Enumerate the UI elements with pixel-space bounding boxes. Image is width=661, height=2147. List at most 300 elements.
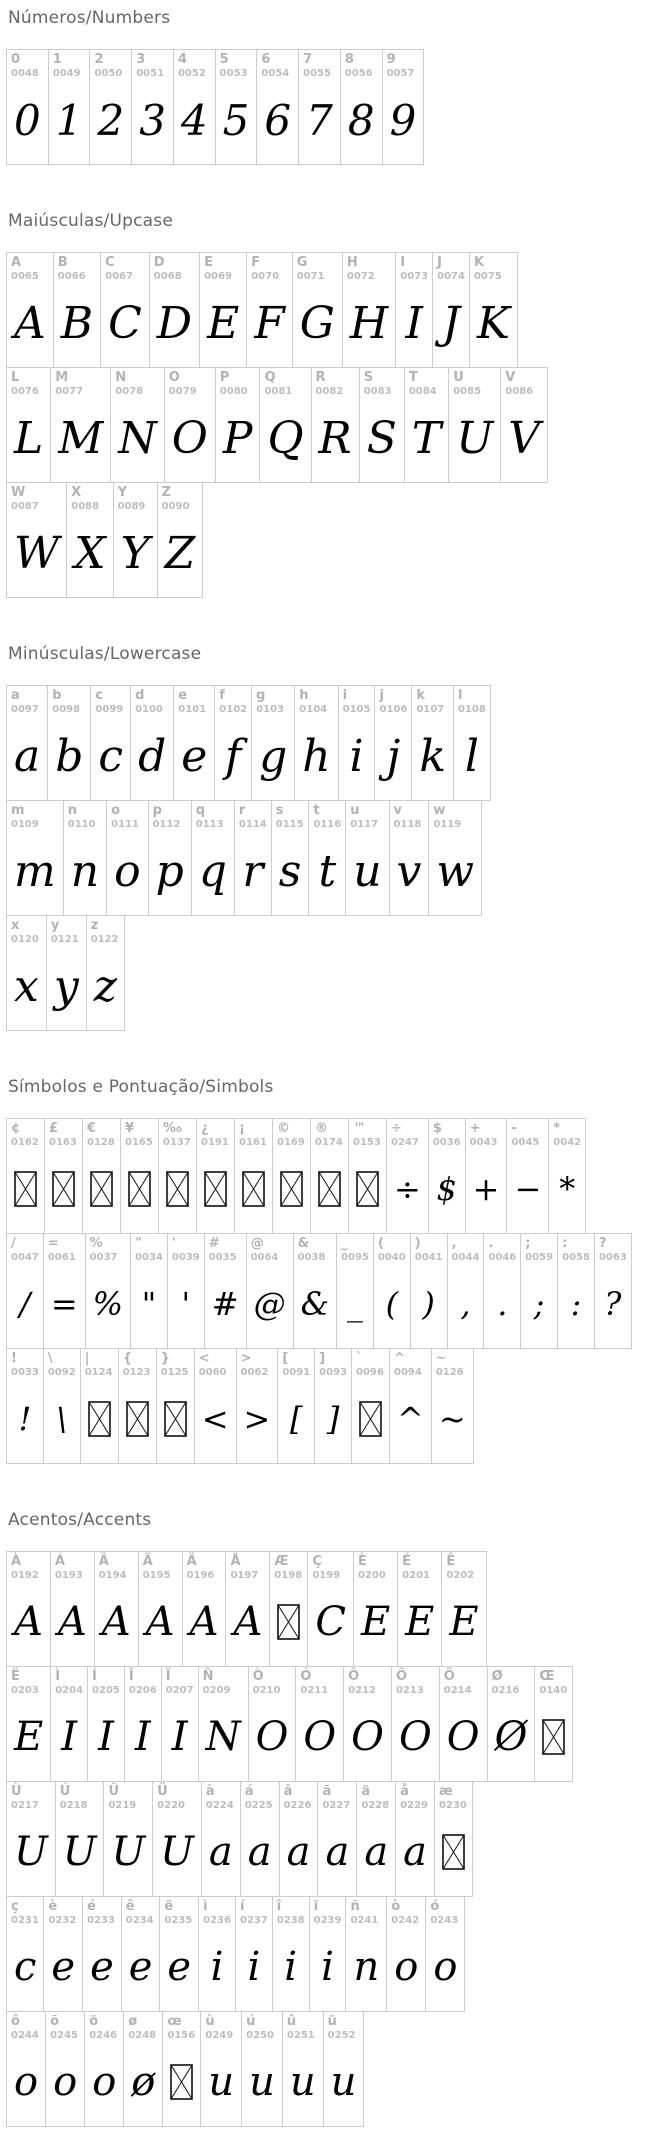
cell-code-label: 0123 [122,1367,151,1378]
cell-code-label: 0252 [327,2030,356,2041]
cell-code-label: 0249 [205,2030,234,2041]
char-cell-0067 [100,252,150,368]
cell-glyph: o [92,2059,117,2105]
cell-code-label: 0104 [299,704,328,715]
cell-code-label: 0053 [219,68,248,79]
cell-glyph: 7 [306,95,333,145]
cell-code-label: 0242 [391,1915,420,1926]
char-cell-0098 [47,685,91,801]
cell-glyph: 5 [222,95,250,145]
cell-code-label: 0098 [52,704,81,715]
cell-code-label: 0105 [342,704,371,715]
cell-char-label: Ú [59,1784,71,1799]
cell-char-label: A [11,255,22,270]
cell-code-label: 0072 [346,271,375,282]
cell-glyph: d [138,730,167,782]
cell-code-label: 0239 [313,1915,342,1926]
cell-glyph: S [366,412,397,464]
cell-code-label: 0230 [439,1800,467,1811]
cell-glyph: A [14,1599,43,1645]
char-cell-0213 [391,1666,440,1782]
char-cell-0246 [84,2011,124,2127]
cell-char-label: œ [167,2014,182,2029]
cell-code-label: 0234 [125,1915,154,1926]
char-cell-0114 [234,800,272,916]
cell-char-label: à [205,1784,215,1799]
char-cell-0137 [158,1118,197,1234]
cell-char-label: Ù [11,1784,22,1799]
cell-code-label: 0058 [562,1252,590,1263]
cell-glyph: P [222,412,253,464]
cell-glyph: v [396,845,422,897]
cell-code-label: 0078 [115,386,144,397]
char-cell-0037 [85,1233,131,1349]
cell-code-label: 0045 [511,1137,540,1148]
cell-glyph: > [243,1400,271,1438]
cell-glyph: j [386,730,401,782]
char-cell-0110 [63,800,107,916]
cell-code-label: 0049 [52,68,81,79]
cell-glyph: ~ [438,1400,466,1438]
char-cell-0115 [271,800,310,916]
cell-char-label: â [283,1784,293,1799]
cell-char-label: P [219,370,230,385]
char-row [6,252,653,368]
cell-code-label: 0087 [11,501,39,512]
cell-glyph: h [302,730,331,782]
char-row [6,1233,653,1349]
cell-char-label: N [115,370,127,385]
cell-glyph: l [464,730,479,782]
cell-glyph: z [93,960,117,1012]
cell-glyph: a [14,730,41,782]
section-upcase [6,252,653,598]
section-title-lowercase: Minúsculas/Lowercase [8,644,202,664]
cell-glyph: R [318,412,352,464]
cell-char-label: Õ [395,1669,408,1684]
cell-char-label: ï [313,1899,319,1914]
char-cell-0247 [386,1118,429,1234]
cell-code-label: 0043 [469,1137,498,1148]
char-cell-0061 [43,1233,86,1349]
char-cell-0035 [204,1233,247,1349]
cell-char-label: V [505,370,516,385]
cell-code-label: 0199 [312,1570,341,1581]
cell-char-label: Ê [446,1554,456,1569]
cell-char-label: Y [117,485,127,500]
cell-char-label: $ [432,1121,442,1136]
cell-code-label: 0042 [553,1137,582,1148]
cell-code-label: 0241 [350,1915,379,1926]
cell-glyph: , [460,1285,471,1323]
cell-char-label: f [219,688,225,703]
char-cell-0203 [6,1666,51,1782]
cell-code-label: 0083 [363,386,392,397]
char-cell-0076 [6,367,51,483]
cell-char-label: À [11,1554,22,1569]
char-cell-0236 [198,1896,236,2012]
notdef-box-icon [14,1171,37,1207]
char-cell-0241 [345,1896,387,2012]
cell-code-label: 0079 [168,386,197,397]
cell-code-label: 0073 [400,271,429,282]
cell-glyph: o [14,2059,39,2105]
char-cell-0068 [149,252,200,368]
cell-char-label: r [238,803,246,818]
char-cell-0220 [152,1781,202,1897]
char-cell-0199 [307,1551,354,1667]
cell-glyph: c [98,730,124,782]
cell-glyph: D [156,297,193,349]
char-cell-0174 [310,1118,349,1234]
cell-glyph: i [247,1944,261,1990]
char-cell-0087 [6,482,67,598]
cell-char-label: 9 [386,52,396,67]
cell-char-label: Æ [274,1554,289,1569]
notdef-box-icon [90,1171,113,1207]
char-cell-0202 [441,1551,486,1667]
char-cell-0093 [314,1348,352,1464]
cell-glyph: O [398,1714,432,1760]
cell-char-label: n [67,803,77,818]
cell-char-label: / [11,1236,16,1251]
cell-char-label: a [11,688,20,703]
cell-glyph: Z [164,527,196,579]
cell-char-label: m [11,803,25,818]
section-title-symbols: Símbolos e Pontuação/Simbols [8,1077,274,1097]
cell-char-label: ê [125,1899,135,1914]
cell-char-label: @ [250,1236,264,1251]
cell-glyph: O [171,412,208,464]
cell-char-label: ñ [350,1899,360,1914]
cell-glyph: r [242,845,264,897]
cell-glyph: " [141,1285,157,1323]
cell-char-label: î [276,1899,282,1914]
cell-glyph: n [70,845,100,897]
cell-char-label: e [178,688,188,703]
cell-code-label: 0248 [128,2030,157,2041]
cell-glyph: < [201,1400,229,1438]
char-cell-0057 [382,49,425,165]
cell-char-label: p [152,803,162,818]
char-cell-0205 [87,1666,125,1782]
cell-char-label: ø [128,2014,138,2029]
cell-code-label: 0081 [264,386,293,397]
char-cell-0244 [6,2011,46,2127]
cell-code-label: 0204 [55,1685,84,1696]
cell-code-label: 0075 [473,271,502,282]
notdef-glyph-icon [49,1150,78,1228]
char-cell-0195 [138,1551,183,1667]
char-cell-0066 [53,252,101,368]
char-cell-0214 [439,1666,488,1782]
char-row [6,1781,653,1897]
cell-code-label: 0063 [598,1252,627,1263]
cell-char-label: B [57,255,68,270]
char-cell-0085 [448,367,501,483]
char-cell-0091 [277,1348,315,1464]
cell-glyph: Q [267,412,304,464]
cell-code-label: 0161 [239,1137,267,1148]
cell-code-label: 0153 [353,1137,381,1148]
notdef-box-icon [277,1604,300,1640]
cell-glyph: E [360,1599,391,1645]
cell-char-label: q [195,803,206,818]
cell-code-label: 0218 [59,1800,88,1811]
cell-code-label: 0163 [49,1137,77,1148]
cell-glyph: 6 [264,95,292,145]
char-cell-0250 [241,2011,283,2127]
cell-glyph: O [255,1714,289,1760]
cell-code-label: 0071 [296,271,325,282]
cell-code-label: 0174 [315,1137,343,1148]
notdef-box-icon [359,1401,382,1437]
cell-char-label: Ö [443,1669,455,1684]
char-row [6,1118,653,1234]
char-cell-0169 [272,1118,311,1234]
char-cell-0193 [50,1551,95,1667]
cell-code-label: 0090 [161,501,190,512]
char-cell-0105 [338,685,376,801]
cell-code-label: 0194 [98,1570,127,1581]
cell-code-label: 0033 [11,1367,39,1378]
cell-code-label: 0055 [303,68,331,79]
cell-char-label: I [400,255,406,270]
cell-char-label: © [277,1121,290,1136]
cell-code-label: 0243 [430,1915,459,1926]
cell-code-label: 0037 [89,1252,118,1263]
cell-code-label: 0120 [11,934,39,945]
cell-char-label: ã [322,1784,332,1799]
char-row [6,2011,653,2127]
cell-char-label: É [402,1554,412,1569]
cell-code-label: 0056 [344,68,373,79]
cell-char-label: å [400,1784,409,1799]
char-cell-0077 [50,367,111,483]
cell-glyph: ÷ [394,1170,421,1208]
cell-glyph: 1 [55,95,83,145]
cell-char-label: J [437,255,442,270]
char-cell-0119 [428,800,482,916]
cell-code-label: 0203 [11,1685,39,1696]
cell-code-label: 0251 [286,2030,315,2041]
char-cell-0054 [256,49,299,165]
cell-glyph: f [225,730,242,782]
char-cell-0227 [317,1781,357,1897]
cell-code-label: 0050 [94,68,123,79]
cell-code-label: 0092 [47,1367,76,1378]
cell-char-label: * [553,1121,561,1136]
cell-glyph: a [325,1829,350,1875]
char-cell-0084 [404,367,449,483]
cell-code-label: 0038 [297,1252,326,1263]
cell-glyph: I [134,1714,151,1760]
cell-char-label: Ø [491,1669,503,1684]
char-cell-0248 [123,2011,163,2127]
cell-char-label: Q [264,370,276,385]
cell-char-label: u [350,803,360,818]
cell-char-label: ä [361,1784,371,1799]
cell-glyph: ^ [397,1400,424,1438]
cell-glyph: U [14,1829,48,1875]
char-cell-0122 [86,915,125,1031]
cell-code-label: 0247 [391,1137,419,1148]
char-cell-0040 [373,1233,411,1349]
cell-code-label: 0084 [408,386,437,397]
cell-code-label: 0070 [251,271,280,282]
cell-char-label: L [11,370,20,385]
cell-code-label: 0217 [11,1800,39,1811]
char-cell-0058 [557,1233,595,1349]
cell-glyph: X [74,527,106,579]
char-cell-0229 [395,1781,435,1897]
cell-glyph: U [111,1829,146,1875]
cell-glyph: t [318,845,337,897]
char-cell-0064 [246,1233,294,1349]
char-cell-0104 [294,685,338,801]
cell-code-label: 0040 [377,1252,406,1263]
cell-code-label: 0211 [300,1685,329,1696]
char-cell-0126 [431,1348,474,1464]
cell-char-label: ú [246,2014,256,2029]
cell-code-label: 0041 [414,1252,443,1263]
cell-code-label: 0034 [135,1252,163,1263]
cell-char-label: > [240,1351,252,1366]
cell-code-label: 0191 [201,1137,229,1148]
notdef-box-icon [52,1171,75,1207]
cell-glyph: B [60,297,94,349]
char-cell-0140 [534,1666,573,1782]
cell-char-label: Ì [55,1669,61,1684]
char-cell-0070 [246,252,293,368]
cell-code-label: 0245 [50,2030,78,2041]
cell-code-label: 0119 [433,819,462,830]
cell-glyph: w [436,845,475,897]
char-cell-0106 [374,685,412,801]
cell-char-label: á [244,1784,254,1799]
char-cell-0041 [410,1233,448,1349]
cell-char-label: D [153,255,165,270]
char-cell-0103 [251,685,295,801]
char-cell-0153 [348,1118,387,1234]
cell-glyph: u [249,2059,275,2105]
notdef-glyph-icon [353,1150,382,1228]
cell-glyph: ( [385,1285,399,1323]
char-cell-0209 [198,1666,249,1782]
cell-code-label: 0106 [379,704,408,715]
char-cell-0109 [6,800,64,916]
cell-char-label: ™ [353,1121,366,1136]
cell-glyph: N [205,1714,241,1760]
cell-char-label: è [48,1899,58,1914]
cell-code-label: 0091 [282,1367,311,1378]
cell-glyph: o [114,845,141,897]
char-cell-0224 [201,1781,241,1897]
cell-code-label: 0169 [277,1137,305,1148]
cell-code-label: 0046 [488,1252,517,1263]
cell-glyph: V [508,412,541,464]
char-cell-0108 [453,685,491,801]
section-title-upcase: Maiúsculas/Upcase [8,211,173,231]
cell-char-label: & [297,1236,309,1251]
cell-char-label: ô [11,2014,20,2029]
cell-glyph: ' [181,1285,191,1323]
char-cell-0225 [240,1781,280,1897]
char-cell-0232 [43,1896,83,2012]
cell-code-label: 0250 [246,2030,274,2041]
char-cell-0089 [113,482,158,598]
char-cell-0237 [235,1896,273,2012]
cell-glyph: e [128,1944,153,1990]
cell-char-label: _ [341,1236,348,1251]
cell-char-label: | [84,1351,90,1366]
cell-glyph: u [289,2059,316,2105]
char-row [6,367,653,483]
char-cell-0196 [182,1551,227,1667]
cell-glyph: g [259,730,288,782]
cell-code-label: 0066 [57,271,86,282]
cell-code-label: 0216 [491,1685,520,1696]
cell-glyph: e [51,1944,76,1990]
cell-char-label: { [122,1351,132,1366]
cell-code-label: 0121 [50,934,79,945]
cell-code-label: 0219 [108,1800,137,1811]
char-cell-0228 [356,1781,396,1897]
char-cell-0034 [130,1233,168,1349]
notdef-box-icon [204,1171,227,1207]
cell-glyph: = [50,1285,78,1323]
char-cell-0042 [548,1118,586,1234]
char-row [6,482,653,598]
cell-glyph: _ [346,1285,363,1323]
cell-glyph: * [559,1170,576,1208]
cell-char-label: Ã [142,1554,153,1569]
notdef-box-icon [242,1171,265,1207]
cell-code-label: 0235 [164,1915,193,1926]
char-cell-0200 [353,1551,398,1667]
cell-code-label: 0232 [48,1915,77,1926]
cell-char-label: Ó [300,1669,312,1684]
char-cell-0117 [345,800,389,916]
char-cell-0218 [55,1781,105,1897]
cell-code-label: 0124 [84,1367,113,1378]
cell-code-label: 0101 [178,704,207,715]
cell-char-label: ` [356,1351,363,1366]
char-cell-0065 [6,252,54,368]
cell-code-label: 0048 [11,68,39,79]
cell-glyph: H [349,297,389,349]
cell-char-label: : [562,1236,568,1251]
char-cell-0079 [164,367,216,483]
char-cell-0095 [336,1233,374,1349]
notdef-glyph-icon [277,1150,306,1228]
char-cell-0121 [46,915,87,1031]
cell-code-label: 0200 [357,1570,386,1581]
cell-code-label: 0227 [322,1800,351,1811]
cell-char-label: G [296,255,308,270]
notdef-glyph-icon [123,1380,152,1458]
cell-code-label: 0088 [71,501,100,512]
char-row [6,1551,653,1667]
notdef-glyph-icon [539,1698,568,1776]
cell-char-label: Å [230,1554,241,1569]
cell-code-label: 0107 [416,704,445,715]
cell-glyph: \ [56,1400,68,1438]
cell-char-label: Z [161,485,172,500]
notdef-glyph-icon [161,1380,190,1458]
char-cell-0086 [500,367,548,483]
cell-glyph: O [303,1714,337,1760]
